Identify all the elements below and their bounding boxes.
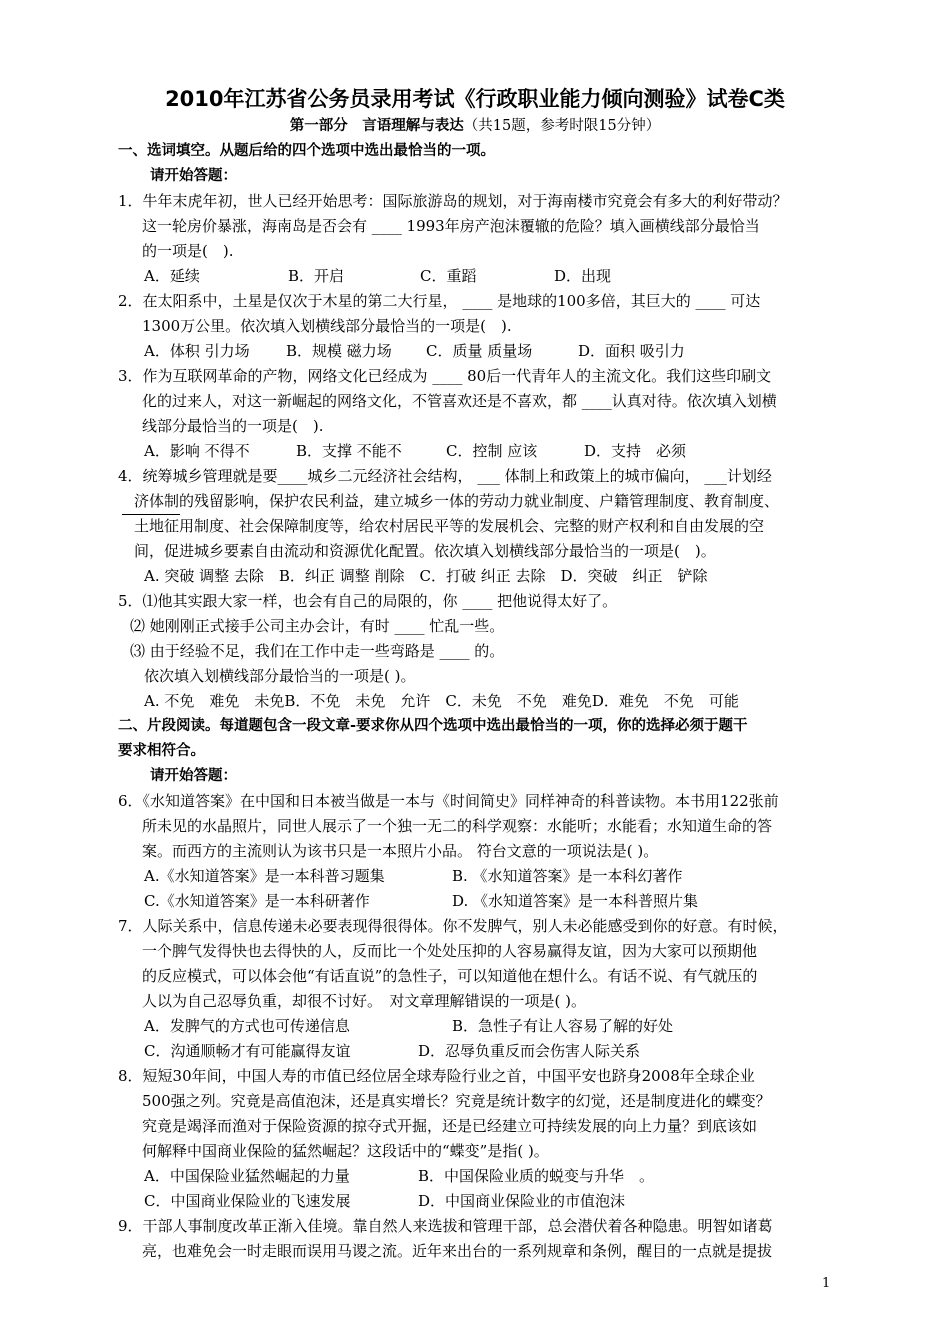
q5-line-3: ⑶ 由于经验不足，我们在工作中走一些弯路是 ____ 的。 — [130, 642, 505, 660]
q8-line-3: 究竟是竭泽而渔对于保险资源的掠夺式开掘，还是已经建立可持续发展的向上力量？到底该如 — [142, 1117, 758, 1135]
q6-line-3: 案。而西方的主流则认为该书只是一本照片小品。 符台文意的一项说法是( )。 — [142, 842, 659, 860]
q8-option-a: A．中国保险业猛然崛起的力量 — [144, 1167, 350, 1185]
section-1-heading: 一、选词填空。从题后给的四个选项中选出最恰当的一项。 — [118, 143, 495, 159]
q4-line-4: 间，促进城乡要素自由流动和资源优化配置。依次填入划横线部分最恰当的一项是( )。 — [134, 542, 716, 560]
q2-option-c: C．质量 质量场 — [426, 342, 533, 360]
q6-option-d: D. 《水知道答案》是一本科普照片集 — [452, 892, 699, 910]
section-2-heading-line-1: 二、片段阅读。每道题包含一段文章-要求你从四个选项中选出最恰当的一项，你的选择必须于题干 — [118, 718, 748, 734]
subtitle-part: 第一部分 言语理解与表达 — [289, 118, 464, 134]
section-2-heading-line-2: 要求相符合。 — [118, 743, 205, 759]
q6-option-b: B. 《水知道答案》是一本科幻著作 — [452, 867, 683, 885]
q5-line-2: ⑵ 她刚刚正式接手公司主办会计，有时 ____ 忙乱一些。 — [130, 617, 505, 635]
q5-options: A. 不免 难免 未免B．不免 未免 允许 C．未免 不免 难免D．难免 不免 可能 — [144, 692, 739, 710]
q3-line-2: 化的过来人，对这一新崛起的网络文化，不管喜欢还是不喜欢，都 ____认真对待。依次填入划横 — [142, 392, 777, 410]
q3-line-1: 3．作为互联网革命的产物，网络文化已经成为 ____ 80后一代青年人的主流文化。我们这些印刷文 — [118, 367, 772, 385]
q7-option-a: A．发脾气的方式也可传递信息 — [144, 1017, 350, 1035]
q6-line-2: 所未见的水晶照片，同世人展示了一个独一无二的科学观察：水能听；水能看；水知道生命的答 — [142, 817, 773, 835]
section-1-start: 请开始答题： — [150, 168, 237, 184]
section-subtitle — [0, 116, 950, 136]
q8-option-c: C．中国商业保险业的飞速发展 — [144, 1192, 351, 1210]
q2-line-2: 1300万公里。依次填入划横线部分最恰当的一项是( ). — [142, 317, 512, 335]
q7-line-1: 7．人际关系中，信息传递未必要表现得很得体。你不发脾气，别人未必能感受到你的好意。有时候， — [118, 917, 788, 935]
q7-line-4: 人以为自己忍辱负重，却很不讨好。 对文章理解错误的一项是( )。 — [142, 992, 586, 1010]
subtitle-note: （共15题，参考时限15分钟） — [463, 118, 661, 134]
stray-underline — [122, 514, 180, 515]
q9-line-2: 亮，也难免会一时走眼而误用马谡之流。近年来出台的一系列规章和条例，醒目的一点就是提拔 — [142, 1242, 773, 1260]
q8-line-1: 8．短短30年间，中国人寿的市值已经位居全球寿险行业之首，中国平安也跻身2008年全球企业 — [118, 1067, 755, 1085]
q6-option-a: A.《水知道答案》是一本科普习题集 — [144, 867, 385, 885]
q1-option-a: A．延续 — [144, 267, 200, 285]
q3-option-c: C．控制 应该 — [446, 442, 538, 460]
q7-line-3: 的反应模式，可以体会他“有话直说”的急性子，可以知道他在想什么。有话不说、有气就压的 — [142, 967, 758, 985]
q1-line-3: 的一项是( ). — [142, 242, 234, 260]
q8-line-2: 500强之列。究竟是高值泡沫，还是真实增长？究竟是统计数字的幻觉，还是制度进化的蝶变？ — [142, 1092, 771, 1110]
q3-option-b: B．支撑 不能不 — [296, 442, 402, 460]
q2-option-a: A．体积 引力场 — [144, 342, 250, 360]
q8-option-b: B．中国保险业质的蜕变与升华 。 — [418, 1167, 655, 1185]
q4-options: A. 突破 调整 去除 B．纠正 调整 削除 C．打破 纠正 去除 D．突破 纠正 铲除 — [144, 567, 708, 585]
q7-line-2: 一个脾气发得快也去得快的人，反而比一个处处压抑的人容易赢得友谊，因为大家可以预期他 — [142, 942, 758, 960]
q7-option-b: B．急性子有让人容易了解的好处 — [452, 1017, 674, 1035]
q5-line-1: 5．⑴他其实跟大家一样，也会有自己的局限的，你 ____ 把他说得太好了。 — [118, 592, 618, 610]
q9-line-1: 9．干部人事制度改革正渐入佳境。靠自然人来选拔和管理干部，总会潜伏着各种隐患。明智如诸葛 — [118, 1217, 773, 1235]
q2-line-1: 2．在太阳系中，土星是仅次于木星的第二大行星， ____ 是地球的100多倍，其巨大的 ____ 可达 — [118, 292, 761, 310]
q7-option-d: D．忍辱负重反而会伤害人际关系 — [418, 1042, 641, 1060]
exam-title: 2010年江苏省公务员录用考试《行政职业能力倾向测验》试卷C类 — [165, 87, 785, 111]
q2-option-d: D．面积 吸引力 — [578, 342, 685, 360]
q1-option-b: B．开启 — [288, 267, 345, 285]
q3-line-3: 线部分最恰当的一项是( ). — [142, 417, 324, 435]
q1-option-d: D．出现 — [554, 267, 612, 285]
q6-line-1: 6．《水知道答案》在中国和日本被当做是一本与《时间简史》同样神奇的科普读物。本书用122张前 — [118, 792, 779, 810]
q6-option-c: C.《水知道答案》是一本科研著作 — [144, 892, 370, 910]
q2-option-b: B．规模 磁力场 — [286, 342, 392, 360]
page-number: 1 — [822, 1276, 831, 1291]
q8-line-4: 何解释中国商业保险的猛然崛起？这段话中的“蝶变”是指( )。 — [142, 1142, 549, 1160]
q3-option-d: D．支持 必须 — [584, 442, 687, 460]
q7-option-c: C．沟通顺畅才有可能赢得友谊 — [144, 1042, 351, 1060]
q1-option-c: C．重蹈 — [420, 267, 477, 285]
q4-line-3: 土地征用制度、社会保障制度等，给农村居民平等的发展机会、完整的财产权利和自由发展的空 — [134, 517, 765, 535]
q1-line-2: 这一轮房价暴涨，海南岛是否会有 ____ 1993年房产泡沫覆辙的危险？填入画横线部分最恰当 — [142, 217, 760, 235]
q4-line-2: 济体制的残留影响，保护农民利益，建立城乡一体的劳动力就业制度、户籍管理制度、教育制度、 — [134, 492, 780, 510]
q3-option-a: A．影响 不得不 — [144, 442, 250, 460]
q4-line-1: 4．统筹城乡管理就是要____城乡二元经济社会结构， ___ 体制上和政策上的城市偏向， ___计划经 — [118, 467, 772, 485]
q5-line-4: 依次填入划横线部分最恰当的一项是( )。 — [144, 667, 416, 685]
q8-option-d: D．中国商业保险业的市值泡沫 — [418, 1192, 626, 1210]
section-2-start: 请开始答题： — [150, 768, 237, 784]
q1-line-1: 1．牛年末虎年初，世人已经开始思考：国际旅游岛的规划，对于海南楼市究竟会有多大的利好带动？ — [118, 192, 788, 210]
